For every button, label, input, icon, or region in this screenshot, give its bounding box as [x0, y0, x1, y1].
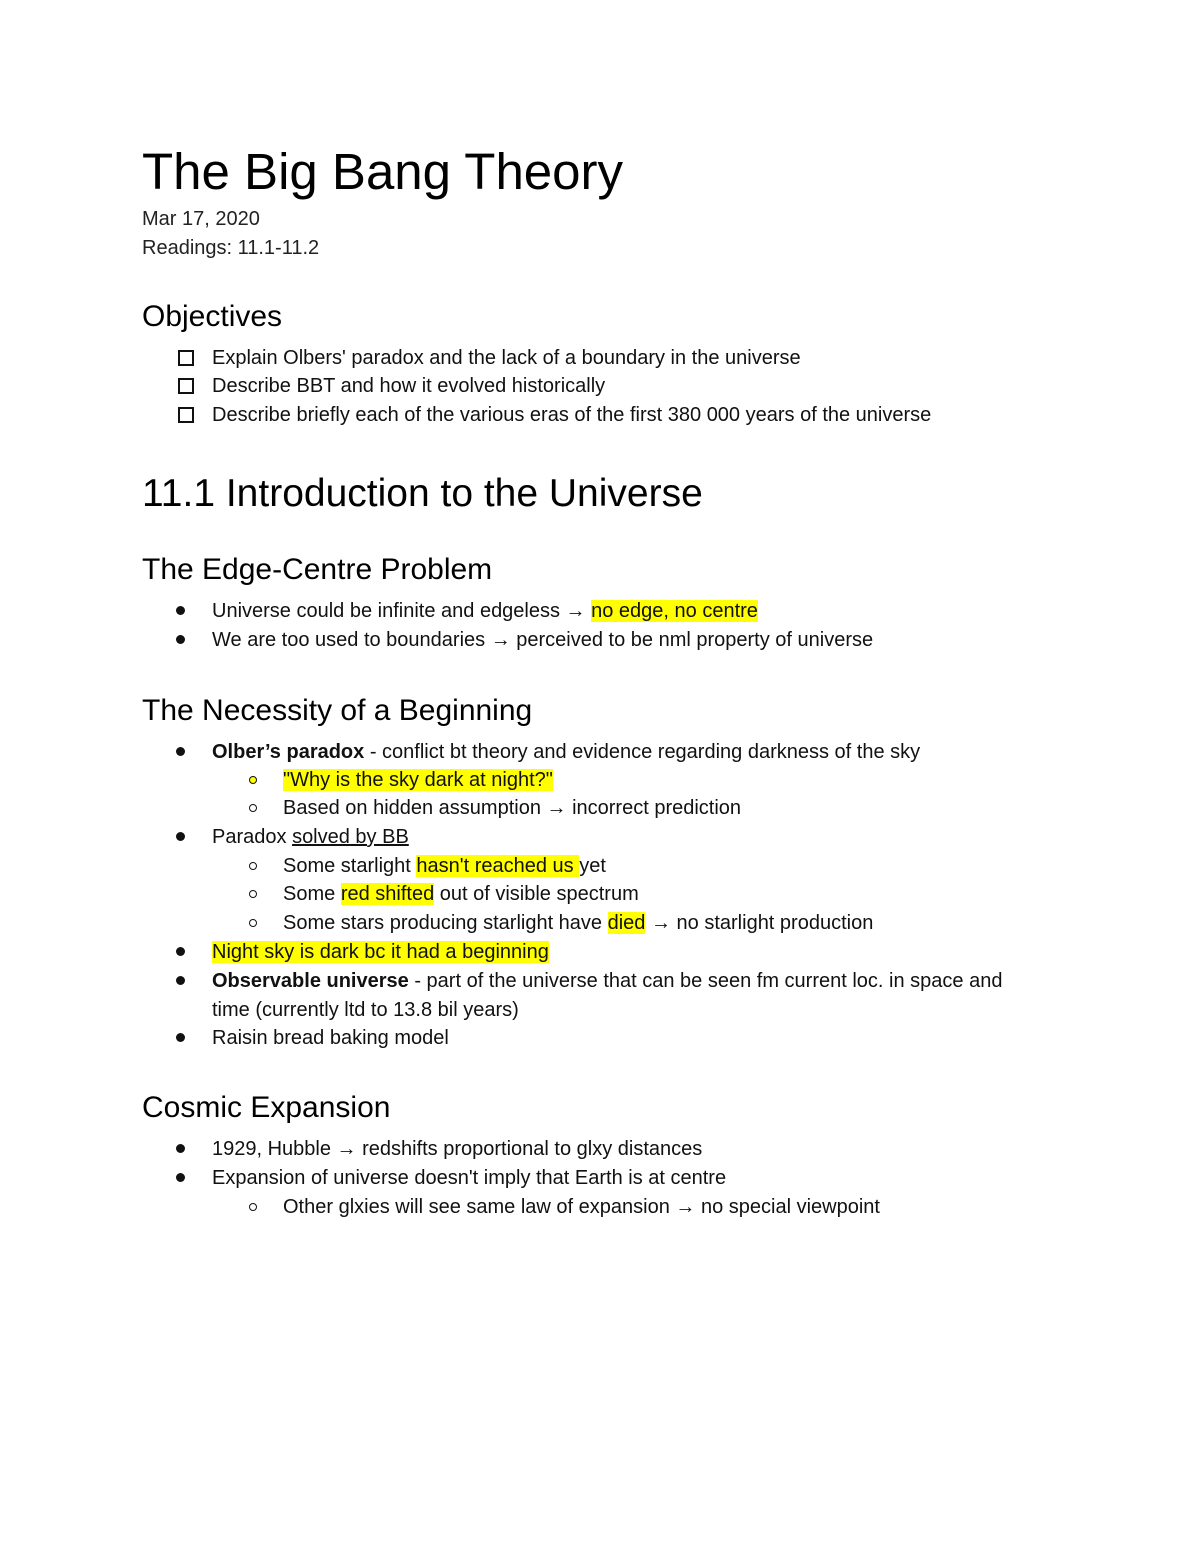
bullet-icon — [176, 635, 185, 644]
highlighted-text: hasn't reached us — [416, 855, 580, 877]
checkbox-icon[interactable] — [178, 350, 194, 366]
list-item: Paradox solved by BB — [212, 823, 1032, 852]
document-readings: Readings: 11.1-11.2 — [142, 237, 320, 259]
term: Olber’s paradox — [212, 741, 365, 763]
document-date: Mar 17, 2020 — [142, 208, 260, 230]
bullet-icon — [176, 1144, 185, 1153]
circle-bullet-icon — [249, 804, 257, 812]
circle-bullet-icon — [249, 862, 257, 870]
list-item: We are too used to boundaries → perceived to be nml property of universe — [212, 626, 1032, 655]
circle-bullet-icon — [249, 919, 257, 927]
sub-list-item: Some stars producing starlight have died → no starlight production — [283, 909, 1043, 938]
list-item: Expansion of universe doesn't imply that Earth is at centre — [212, 1164, 1032, 1193]
list-item — [212, 938, 1032, 967]
sub-list-item: Other glxies will see same law of expansion → no special viewpoint — [283, 1193, 1043, 1222]
highlighted-text: "Why is the sky dark at night?" — [283, 769, 553, 791]
objective-item: Describe BBT and how it evolved historically — [212, 372, 1032, 401]
highlighted-text: died — [607, 912, 646, 934]
sub-list-item: Some starlight hasn't reached us yet — [283, 852, 1043, 881]
objectives-heading: Objectives — [142, 300, 283, 333]
sub-list-item — [283, 766, 1043, 795]
circle-bullet-icon — [249, 890, 257, 898]
beginning-heading: The Necessity of a Beginning — [142, 694, 533, 727]
objective-item: Describe briefly each of the various eras of the first 380 000 years of the universe — [212, 401, 1032, 430]
bullet-icon — [176, 832, 185, 841]
bullet-icon — [176, 947, 185, 956]
list-item: Observable universe - part of the universe that can be seen fm current loc. in space and time (currently ltd to 13.8 bil years) — [212, 967, 1032, 1024]
highlighted-text: Night sky is dark bc it had a beginning — [212, 941, 549, 963]
document-title: The Big Bang Theory — [142, 143, 624, 200]
term: Observable universe — [212, 970, 409, 992]
bullet-icon — [176, 976, 185, 985]
edge-centre-heading: The Edge-Centre Problem — [142, 553, 493, 586]
highlighted-text: red shifted — [340, 883, 435, 905]
circle-bullet-icon — [249, 1203, 257, 1211]
underlined-text: solved by BB — [292, 826, 409, 848]
list-item: Raisin bread baking model — [212, 1024, 1032, 1053]
bullet-icon — [176, 1173, 185, 1182]
checkbox-icon[interactable] — [178, 378, 194, 394]
list-item: Universe could be infinite and edgeless → no edge, no centre — [212, 597, 1032, 626]
list-item: 1929, Hubble → redshifts proportional to glxy distances — [212, 1135, 1032, 1164]
list-item: Olber’s paradox - conflict bt theory and evidence regarding darkness of the sky — [212, 738, 1032, 767]
sub-list-item: Some red shifted out of visible spectrum — [283, 880, 1043, 909]
cosmic-expansion-heading: Cosmic Expansion — [142, 1091, 391, 1124]
checkbox-icon[interactable] — [178, 407, 194, 423]
bullet-icon — [176, 1033, 185, 1042]
circle-bullet-icon — [249, 776, 257, 784]
bullet-icon — [176, 747, 185, 756]
sub-list-item: Based on hidden assumption → incorrect prediction — [283, 794, 1043, 823]
section-heading-11-1: 11.1 Introduction to the Universe — [142, 472, 703, 515]
bullet-icon — [176, 606, 185, 615]
objective-item: Explain Olbers' paradox and the lack of a boundary in the universe — [212, 344, 1032, 373]
highlighted-text: no edge, no centre — [591, 600, 758, 622]
